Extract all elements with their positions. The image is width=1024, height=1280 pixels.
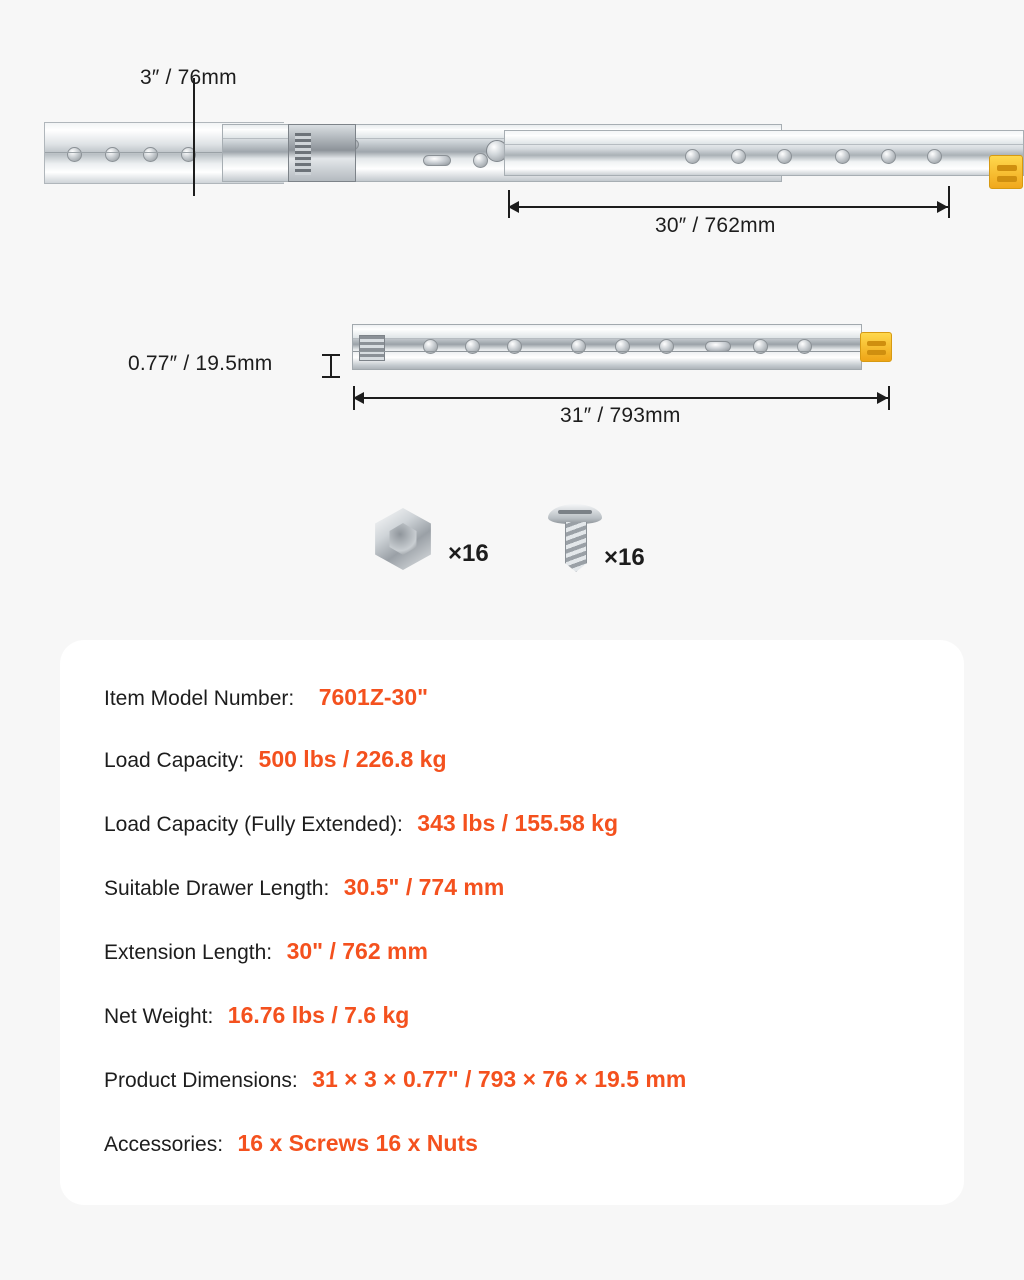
spec-label: Load Capacity: (104, 749, 245, 772)
spec-value: 30" / 762 mm (286, 938, 428, 964)
spec-value: 500 lbs / 226.8 kg (258, 746, 447, 772)
thickness-dimension-label: 0.77″ / 19.5mm (128, 352, 273, 375)
spec-label: Extension Length: (104, 941, 273, 964)
spec-row (104, 746, 447, 773)
nut-icon (372, 508, 434, 570)
yellow-release-lever (860, 332, 892, 362)
screw-icon (548, 504, 602, 578)
spec-row (104, 874, 504, 901)
length-arrow-left (353, 392, 364, 404)
rail-slot (705, 341, 731, 352)
rail-hole (615, 339, 630, 354)
spec-label: Net Weight: (104, 1005, 214, 1028)
spec-row (104, 810, 618, 837)
spec-value: 31 × 3 × 0.77" / 793 × 76 × 19.5 mm (312, 1066, 687, 1092)
spec-label: Suitable Drawer Length: (104, 877, 330, 900)
rail-slot (423, 155, 451, 166)
spec-row (104, 938, 428, 965)
spec-label: Product Dimensions: (104, 1069, 298, 1092)
spec-row (104, 1002, 409, 1029)
mounting-hole (105, 147, 120, 162)
yellow-release-lever (989, 155, 1023, 189)
rail-hole (685, 149, 700, 164)
rail-hole (881, 149, 896, 164)
ball-bearing-carriage (288, 124, 356, 182)
rail-top-strip (505, 135, 1023, 145)
rail-hole (659, 339, 674, 354)
extension-dimension-line (508, 206, 948, 208)
mounting-hole (67, 147, 82, 162)
extension-arrow-right (937, 201, 948, 213)
length-dimension-line (353, 397, 888, 399)
rail-hole (465, 339, 480, 354)
inner-rail (504, 130, 1024, 176)
rail-top-strip (353, 329, 861, 339)
screw-count-label: ×16 (604, 544, 645, 571)
rail-hole (927, 149, 942, 164)
depth-dimension-line (193, 78, 195, 196)
depth-dimension-label: 3″ / 76mm (140, 66, 237, 89)
rail-hole (835, 149, 850, 164)
closed-slide-body (352, 324, 862, 370)
extension-dim-right-tick (948, 186, 950, 218)
spec-label: Accessories: (104, 1133, 224, 1156)
rail-hole (473, 153, 488, 168)
rail-hole (731, 149, 746, 164)
extension-arrow-left (508, 201, 519, 213)
spec-row (104, 684, 428, 711)
nut-count-label: ×16 (448, 540, 489, 567)
length-arrow-right (877, 392, 888, 404)
drawer-slide-closed-illustration (352, 318, 892, 376)
drawer-slide-extended-illustration (44, 108, 984, 194)
spec-row (104, 1066, 686, 1093)
spec-value: 30.5" / 774 mm (343, 874, 505, 900)
spec-row (104, 1130, 478, 1157)
specification-card (60, 640, 964, 1205)
rail-hole (571, 339, 586, 354)
rail-hole (777, 149, 792, 164)
rail-hole (797, 339, 812, 354)
rail-hole (753, 339, 768, 354)
rail-hole (507, 339, 522, 354)
length-dim-right-tick (888, 386, 890, 410)
spec-label: Load Capacity (Fully Extended): (104, 813, 403, 836)
extension-dimension-label: 30″ / 762mm (655, 214, 776, 237)
spec-value: 343 lbs / 155.58 kg (417, 810, 619, 836)
accessories-illustration (0, 500, 1024, 596)
spec-value: 16.76 lbs / 7.6 kg (227, 1002, 410, 1028)
mounting-hole (143, 147, 158, 162)
spec-value: 16 x Screws 16 x Nuts (237, 1130, 478, 1156)
thickness-dimension-line (330, 354, 332, 378)
spec-label: Item Model Number: (104, 687, 295, 710)
rail-hole (423, 339, 438, 354)
slide-end-cap (359, 335, 385, 361)
length-dimension-label: 31″ / 793mm (560, 404, 681, 427)
spec-value: 7601Z-30" (318, 684, 429, 710)
